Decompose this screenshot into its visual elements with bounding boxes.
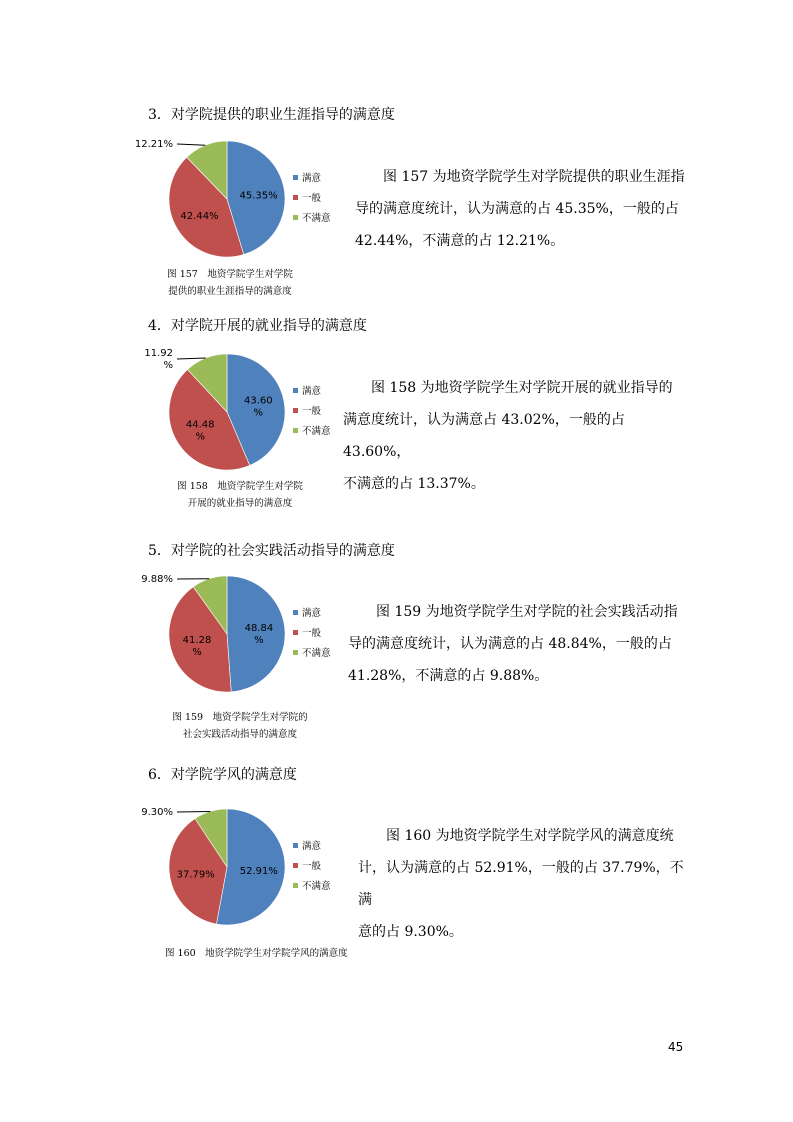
legend-entry: 满意 [302, 608, 322, 619]
legend-swatch [293, 630, 298, 635]
section-paragraph [358, 820, 688, 948]
caption-line: 图 160 地资学院学生对学院学风的满意度 [165, 948, 348, 959]
paragraph-line: 不满意的占 13.37%。 [343, 476, 485, 492]
legend-entry: 不满意 [302, 426, 331, 437]
legend-entry: 满意 [302, 173, 322, 184]
legend-swatch [293, 215, 298, 220]
section-heading: 4．对学院开展的就业指导的满意度 [148, 318, 367, 334]
pie-chart [135, 132, 350, 271]
legend-entry: 一般 [302, 861, 322, 872]
figure-caption [165, 266, 295, 300]
legend-swatch [293, 195, 298, 200]
caption-line: 图 157 地资学院学生对学院 [167, 269, 293, 280]
section-paragraph [355, 161, 685, 257]
paragraph-line: 导的满意度统计，认为满意的占 48.84%，一般的占 [348, 636, 672, 652]
legend-swatch [293, 408, 298, 413]
paragraph-line: 意的占 9.30%。 [358, 924, 463, 940]
legend-swatch [293, 843, 298, 848]
caption-line: 开展的就业指导的满意度 [187, 498, 293, 509]
data-label: % [253, 407, 264, 419]
figure-caption [175, 478, 305, 512]
pie-chart [135, 800, 350, 939]
data-label: % [163, 360, 173, 371]
caption-line: 社会实践活动指导的满意度 [182, 729, 297, 740]
legend-swatch [293, 388, 298, 393]
data-label: 43.60 [243, 395, 273, 407]
paragraph-line: 图 158 为地资学院学生对学院开展的就业指导的 [371, 380, 673, 396]
data-label: 37.79% [176, 869, 215, 881]
leader-line [177, 812, 210, 813]
paragraph-line: 满意度统计，认为满意占 43.02%，一般的占 43.60%， [343, 412, 625, 460]
section-paragraph [348, 596, 683, 692]
legend-entry: 满意 [302, 386, 322, 397]
data-label: 42.44% [180, 211, 219, 223]
legend-entry: 不满意 [302, 648, 331, 659]
legend-swatch [293, 863, 298, 868]
pie-chart [135, 567, 350, 706]
section-paragraph [343, 372, 688, 500]
legend-entry: 满意 [302, 841, 322, 852]
data-label: 48.84 [244, 622, 274, 634]
caption-line: 提供的职业生涯指导的满意度 [168, 286, 292, 297]
data-label: 41.28 [182, 634, 212, 646]
paragraph-line: 图 159 为地资学院学生对学院的社会实践活动指 [376, 604, 678, 620]
section-heading: 6．对学院学风的满意度 [148, 767, 297, 783]
leader-line [177, 144, 205, 145]
legend-entry: 不满意 [302, 881, 331, 892]
paragraph-line: 41.28%，不满意的占 9.88%。 [348, 668, 549, 684]
data-label: 12.21% [135, 139, 173, 150]
figure-caption [165, 945, 365, 962]
data-label: % [195, 431, 205, 443]
legend-entry: 不满意 [302, 213, 331, 224]
page-number: 45 [668, 1040, 684, 1054]
section-heading: 5．对学院的社会实践活动指导的满意度 [148, 543, 395, 559]
caption-line: 图 158 地资学院学生对学院 [177, 481, 303, 492]
section-heading: 3．对学院提供的职业生涯指导的满意度 [148, 107, 395, 123]
data-label: 45.35% [239, 190, 278, 202]
legend-swatch [293, 175, 298, 180]
data-label: % [254, 634, 264, 646]
figure-caption [165, 709, 315, 743]
legend-swatch [293, 610, 298, 615]
legend-entry: 一般 [302, 406, 322, 417]
caption-line: 图 159 地资学院学生对学院的 [172, 712, 308, 723]
paragraph-line: 计，认为满意的占 52.91%，一般的占 37.79%，不满 [358, 860, 684, 908]
legend-swatch [293, 883, 298, 888]
paragraph-line: 图 160 为地资学院学生对学院学风的满意度统 [386, 828, 674, 844]
paragraph-line: 42.44%，不满意的占 12.21%。 [355, 233, 565, 249]
legend-swatch [293, 650, 298, 655]
data-label: 11.92 [144, 348, 173, 359]
data-label: 44.48 [185, 419, 215, 431]
data-label: % [192, 646, 202, 658]
data-label: 52.91% [239, 865, 278, 877]
data-label: 9.30% [141, 807, 173, 818]
leader-line [177, 358, 206, 359]
pie-chart [135, 345, 350, 484]
legend-entry: 一般 [302, 193, 322, 204]
data-label: 9.88% [141, 574, 173, 585]
paragraph-line: 图 157 为地资学院学生对学院提供的职业生涯指 [383, 169, 685, 185]
legend-entry: 一般 [302, 628, 322, 639]
legend-swatch [293, 428, 298, 433]
paragraph-line: 导的满意度统计，认为满意的占 45.35%，一般的占 [355, 201, 679, 217]
